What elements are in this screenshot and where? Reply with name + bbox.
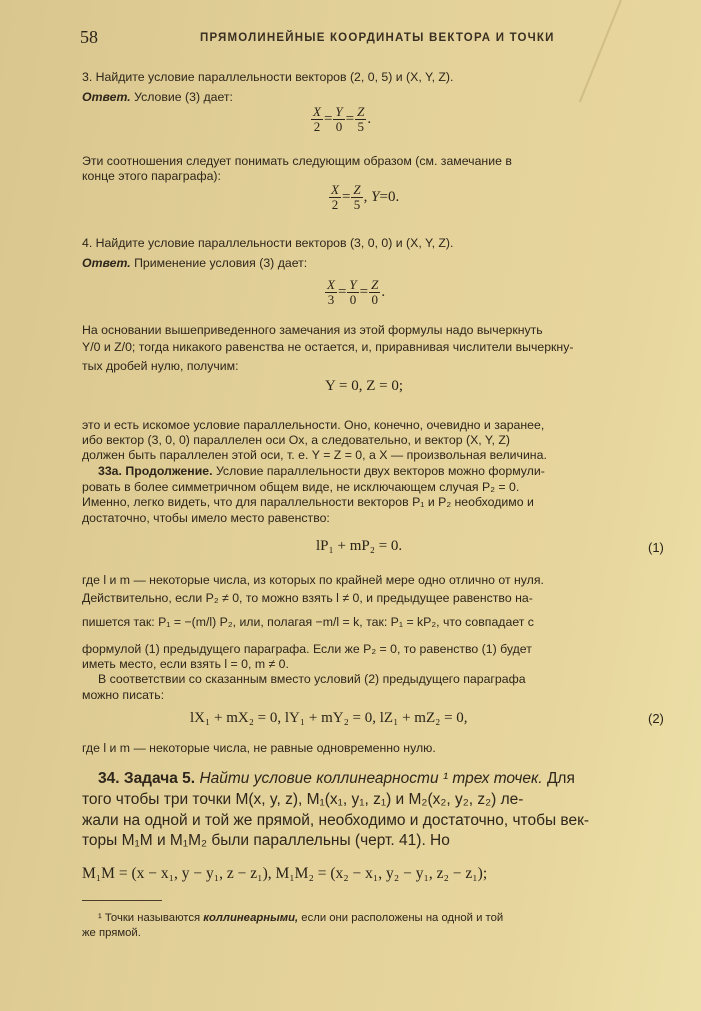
section33a-line8: формулой (1) предыдущего параграфа. Если же P₂ = 0, то равенство (1) будет <box>82 642 532 656</box>
problem3-explanation-line2: конце этого параграфа): <box>82 169 221 183</box>
section34-line3: жали на одной и той же прямой, необходимо и достаточно, чтобы век- <box>82 812 590 829</box>
problem4-para-line1: На основании вышеприведенного замечания из этой формулы надо вычеркнуть <box>82 323 543 337</box>
section33a-formula1: lP₁ + mP₂ = 0. <box>316 538 403 554</box>
section33a-heading: 33а. Продолжение. <box>98 464 213 478</box>
section33a-line6: Действительно, если P₂ ≠ 0, то можно взять l ≠ 0, и предыдущее равенство на- <box>82 591 533 605</box>
section33a-line1: 33а. Продолжение. Условие параллельности двух векторов можно формули- <box>98 464 545 478</box>
problem4-answer: Ответ. Применение условия (3) дает: <box>82 256 308 270</box>
problem4-conclusion-line1: это и есть искомое условие параллельности. Оно, конечно, очевидно и заранее, <box>82 418 545 432</box>
section34-formula: M₁M = (x − x₁, y − y₁, z − z₁), M₁M₂ = (x₂ − x₁, y₂ − y₁, z₂ − z₁); <box>82 865 488 882</box>
section33a-line12: где l и m — некоторые числа, не равные одновременно нулю. <box>82 741 436 755</box>
running-title: ПРЯМОЛИНЕЙНЫЕ КООРДИНАТЫ ВЕКТОРА И ТОЧКИ <box>200 32 555 44</box>
problem4-statement: 4. Найдите условие параллельности векторов (3, 0, 0) и (X, Y, Z). <box>82 236 454 250</box>
problem4-conclusion-line2: ибо вектор (3, 0, 0) параллелен оси Ox, а следовательно, и вектор (X, Y, Z) <box>82 433 510 447</box>
section33a-line9: иметь место, если взять l = 0, m ≠ 0. <box>82 657 289 671</box>
section33a-formula2: lX₁ + mX₂ = 0, lY₁ + mY₂ = 0, lZ₁ + mZ₂ = 0, <box>190 710 468 726</box>
section34-heading: 34. Задача 5. <box>98 770 196 787</box>
section34-line1: 34. Задача 5. Найти условие коллинеарности ¹ трех точек. Для <box>98 770 575 787</box>
equation-number-2: (2) <box>648 711 664 726</box>
paper-crease <box>579 0 622 102</box>
answer-label: Ответ. <box>82 90 131 104</box>
problem4-formula2: Y = 0, Z = 0; <box>325 378 404 394</box>
problem3-answer: Ответ. Условие (3) дает: <box>82 90 233 104</box>
section33a-line4: достаточно, чтобы имело место равенство: <box>82 511 330 525</box>
problem4-conclusion-line3: должен быть параллелен этой оси, т. е. Y = Z = 0, а X — произвольная величина. <box>82 448 547 462</box>
problem4-para-line3: тых дробей нулю, получим: <box>82 359 239 373</box>
section33a-line11: можно писать: <box>82 688 165 702</box>
problem3-formula2: $\frac{X}{2}$ = $\frac{Z}{5}$ , Y=0. <box>331 182 400 212</box>
section33a-line10: В соответствии со сказанным вместо условий (2) предыдущего параграфа <box>98 672 526 686</box>
section33a-line3: Именно, легко видеть, что для параллельности векторов P₁ и P₂ необходимо и <box>82 495 534 509</box>
footnote-rule <box>82 900 162 901</box>
answer-label: Ответ. <box>82 256 131 270</box>
section33a-line2: ровать в более симметричном общем виде, не исключающем случая P₂ = 0. <box>82 480 520 494</box>
equation-number-1: (1) <box>648 540 664 555</box>
problem4-formula1: $\frac{X}{3}$ = $\frac{Y}{0}$ = $\frac{Z}{0}$ . <box>327 277 386 307</box>
problem3-statement: 3. Найдите условие параллельности векторов (2, 0, 5) и (X, Y, Z). <box>82 70 454 84</box>
section33a-line5: где l и m — некоторые числа, из которых по крайней мере одно отлично от нуля. <box>82 573 544 587</box>
section33a-line7: пишется так: P₁ = −(m/l) P₂, или, полагая −m/l = k, так: P₁ = kP₂, что совпадает с <box>82 615 534 629</box>
section34-title: Найти условие коллинеарности ¹ трех точек. <box>199 770 543 787</box>
section34-line4: торы M₁M и M₁M₂ были параллельны (черт. 41). Но <box>82 832 450 849</box>
problem3-explanation-line1: Эти соотношения следует понимать следующим образом (см. замечание в <box>82 154 512 168</box>
footnote-line2: же прямой. <box>82 927 141 939</box>
problem3-formula1: $\frac{X}{2}$ = $\frac{Y}{0}$ = $\frac{Z}{5}$ . <box>313 104 372 134</box>
problem4-para-line2: Y/0 и Z/0; тогда никакого равенства не остается, и, приравнивая числители вычеркну- <box>82 340 574 354</box>
footnote-line1: ¹ Точки называются коллинеарными, если они расположены на одной и той <box>98 912 504 924</box>
section34-line2: того чтобы три точки M(x, y, z), M₁(x₁, y₁, z₁) и M₂(x₂, y₂, z₂) ле- <box>82 791 524 808</box>
page-number: 58 <box>80 27 98 47</box>
